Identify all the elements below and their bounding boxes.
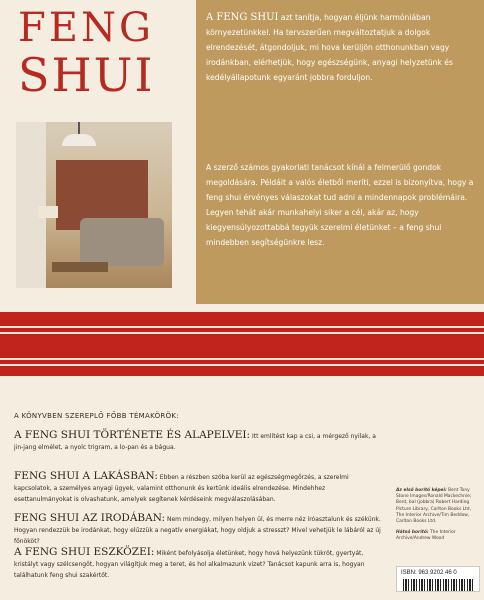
credit-text: Bent Tony Stone Images/Ronald Mackechnie; Bent, bal (jobbra) Robert Harding Picture Library, Carlton Books Ltd, The Interior Archive/Tim Beddow, Carlton Books Ltd. <box>396 488 472 525</box>
front-cover-credit <box>396 488 480 525</box>
back-cover-credit <box>396 530 480 542</box>
topic-text: Itt említést kap a csi, a mérgező nyilak, a jin-jang elmélet, a nyolc trigram, a lo-pan és a bágua. <box>14 433 376 451</box>
credit-label: Hátsó borító: <box>396 530 429 536</box>
description-p1-text: azt tanítja, hogyan éljünk harmóniában környezetünkkel. Ha tervszerűen megváltoztatjuk a dolgok elrendezését, átgondoljuk, mi hova kerüljön otthonunkban vagy irodánkban, elérhetjük, hogy egészségünk, anyagi helyzetünk és kedélyállapotunk egyaránt jobbra forduljon. <box>206 13 453 82</box>
topic-tools <box>14 547 384 581</box>
topic-title: FENG SHUI A LAKÁSBAN: <box>14 470 158 482</box>
description-lead: A FENG SHUI <box>206 12 279 23</box>
topic-office <box>14 513 384 547</box>
topics-heading: A KÖNYVBEN SZEREPLŐ FŐBB TÉMAKÖRÖK: <box>14 412 179 420</box>
topic-home <box>14 471 384 505</box>
barcode-icon <box>403 579 473 591</box>
topic-text: Nem mindegy, milyen helyen ül, és merre néz íróasztalunk és székünk. Hogyan rendezzük be irodánkat, hogy elűzzük a negatív energiákat, hogy oldjuk a stresszt? Mivel vehetjük le lábáról az új főnököt? <box>14 516 381 545</box>
topic-history <box>14 430 384 453</box>
band-stripe <box>0 326 484 328</box>
photo-window <box>16 122 46 288</box>
photo-pendant-cord <box>78 122 80 134</box>
topic-text: Miként befolyásolja életünket, hogy hová helyezünk tükröt, gyertyát, kristályt vagy szélcsengőt, hogyan világítjuk meg a teret, és hol alkalmazunk vizet? Tanácsot kapunk arra is, hogyan találhatunk feng shui szakértőt. <box>14 550 365 579</box>
interior-photo <box>16 122 172 288</box>
photo-sofa <box>80 218 164 266</box>
topic-title: A FENG SHUI ESZKÖZEI: <box>14 546 155 558</box>
band-stripe <box>0 364 484 366</box>
description-paragraph-1 <box>206 10 478 85</box>
band-stripe <box>0 358 484 360</box>
credit-label: Az első borító képei: <box>396 488 447 493</box>
isbn-number: ISBN: 963 9202 46 0 <box>401 570 457 576</box>
description-paragraph-2: A szerző számos gyakorlati tanácsot kínál a felmerülő gondok megoldására. Példáit a valós életből meríti, ezzel is bizonyítva, hogy a feng shui érvényes válaszokat tud adni a mindennapok problémáira. Legyen tehát akár munkahelyi siker a cél, akár az, hogy kiegyensúlyozottabbá tegyük szerelmi életünket – a feng shui mindebben segítségünkre lesz. <box>206 163 474 247</box>
title-line-feng: FENG <box>18 5 154 51</box>
photo-coffee-table <box>52 262 108 272</box>
title-line-shui: SHUI <box>18 48 155 102</box>
cover-credits <box>396 488 480 543</box>
red-band <box>0 312 484 376</box>
band-stripe <box>0 332 484 334</box>
credit-text: The Interior Archive/Andrew Wood <box>396 530 456 542</box>
topic-title: FENG SHUI AZ IRODÁBAN: <box>14 512 166 524</box>
isbn-sticker <box>396 566 480 592</box>
photo-floor-lamp <box>38 206 58 218</box>
photo-pendant-lamp <box>62 134 96 146</box>
topic-title: A FENG SHUI TÖRTÉNETE ÉS ALAPELVEI: <box>14 429 251 441</box>
topic-text: Ebben a részben szóba kerül az egészségmegőrzés, a szerelmi kapcsolatok, a személyes anyagi ügyek, valamint otthonunk és kertünk ideális elrendezése. Mindehhez esettanulmányokat is olvashatunk, amelyek segítenek kérdéseink megválaszolásában. <box>14 474 349 503</box>
